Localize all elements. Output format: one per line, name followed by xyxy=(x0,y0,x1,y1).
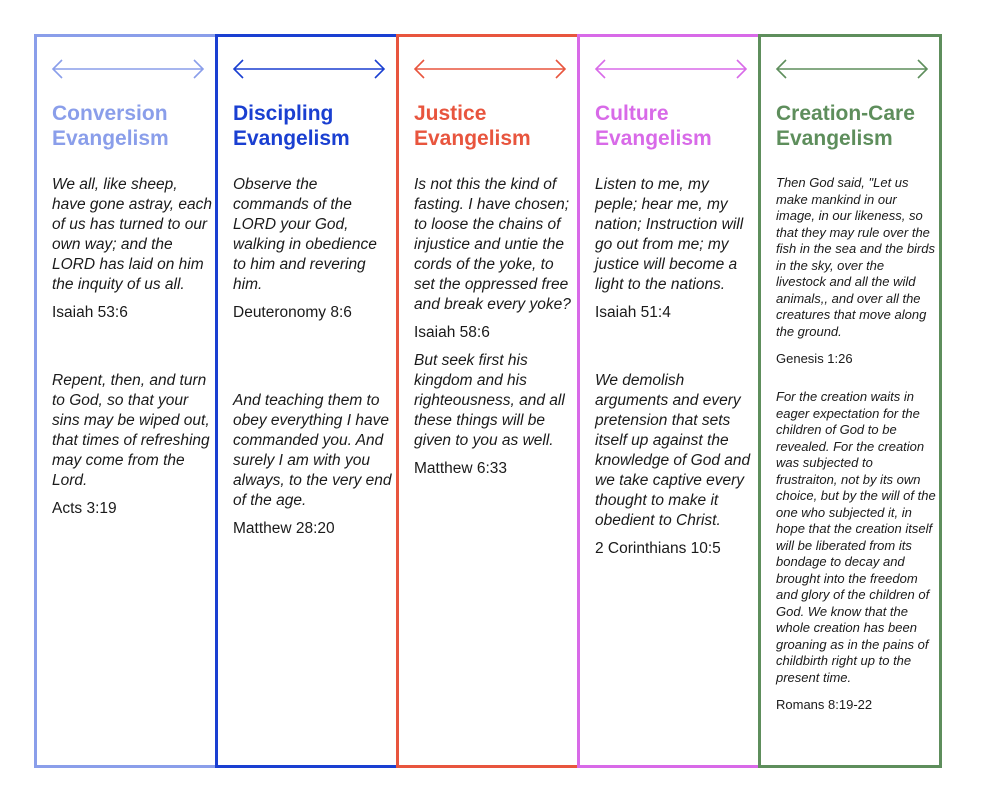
verse-reference: Acts 3:19 xyxy=(52,500,117,517)
verse-reference: Romans 8:19-22 xyxy=(776,697,873,712)
verse-text: Repent, then, and turn to God, so that your sins may be wiped out, that times of refreshing may come from the Lord. xyxy=(52,372,210,489)
verse-text: For the creation waits in eager expectation for the children of God to be revealed. For the creation was subjected to frustraiton, not by its own choice, but by the will of the one who subjected it, in hope that the creation itself will be liberated from its bondage to decay and brought into the freedom and glory of the children of God. We know that the whole creation has been groaning as in the pains of childbirth right up to the present time. xyxy=(776,389,936,685)
verse-text: We demolish arguments and every pretension that sets itself up against the knowledge of God and we take captive every thought to make it obedient to Christ. xyxy=(595,372,751,529)
double-arrow-icon xyxy=(231,57,387,81)
column-title: Discipling Evangelism xyxy=(233,102,350,150)
column-body xyxy=(595,175,755,559)
verse-reference: Isaiah 58:6 xyxy=(414,324,490,341)
verse-text: Is not this the kind of fasting. I have chosen; to loose the chains of injustice and untie the cords of the yoke, to set the oppressed free and break every yoke? xyxy=(414,176,571,313)
verse-reference: Matthew 6:33 xyxy=(414,460,508,477)
column-conversion xyxy=(34,34,218,768)
column-title: Justice Evangelism xyxy=(414,102,531,150)
verse-reference: Matthew 28:20 xyxy=(233,520,335,537)
double-arrow-icon xyxy=(50,57,206,81)
verse-text: And teaching them to obey everything I have commanded you. And surely I am with you always, to the very end of the age. xyxy=(233,392,392,509)
column-body xyxy=(776,175,936,713)
column-title: Creation-Care Evangelism xyxy=(776,102,915,150)
column-title: Conversion Evangelism xyxy=(52,102,169,150)
verse-reference: Isaiah 53:6 xyxy=(52,304,128,321)
double-arrow-icon xyxy=(412,57,568,81)
evangelism-columns xyxy=(34,34,956,768)
column-discipling xyxy=(215,34,399,768)
verse-text: Then God said, "Let us make mankind in our image, in our likeness, so that they may rule over the fish in the sea and the birds in the sky, over the livestock and all the wild animals,, and over all the creatures that move along the ground. xyxy=(776,175,935,339)
verse-text: We all, like sheep, have gone astray, each of us has turned to our own way; and the LORD has laid on him the inquity of us all. xyxy=(52,176,212,293)
column-body xyxy=(414,175,574,479)
column-body xyxy=(52,175,212,519)
column-culture xyxy=(577,34,761,768)
column-body xyxy=(233,175,393,539)
verse-reference: 2 Corinthians 10:5 xyxy=(595,540,721,557)
verse-text: Listen to me, my peple; hear me, my nation; Instruction will go out from me; my justice will become a light to the nations. xyxy=(595,176,744,293)
double-arrow-icon xyxy=(593,57,749,81)
column-justice xyxy=(396,34,580,768)
verse-text: Observe the commands of the LORD your God, walking in obedience to him and revering him. xyxy=(233,176,377,293)
verse-reference: Isaiah 51:4 xyxy=(595,304,671,321)
verse-text: But seek first his kingdom and his righteousness, and all these things will be given to you as well. xyxy=(414,352,565,449)
double-arrow-icon xyxy=(774,57,930,81)
column-creation-care xyxy=(758,34,942,768)
verse-reference: Genesis 1:26 xyxy=(776,351,853,366)
column-title: Culture Evangelism xyxy=(595,102,712,150)
verse-reference: Deuteronomy 8:6 xyxy=(233,304,352,321)
